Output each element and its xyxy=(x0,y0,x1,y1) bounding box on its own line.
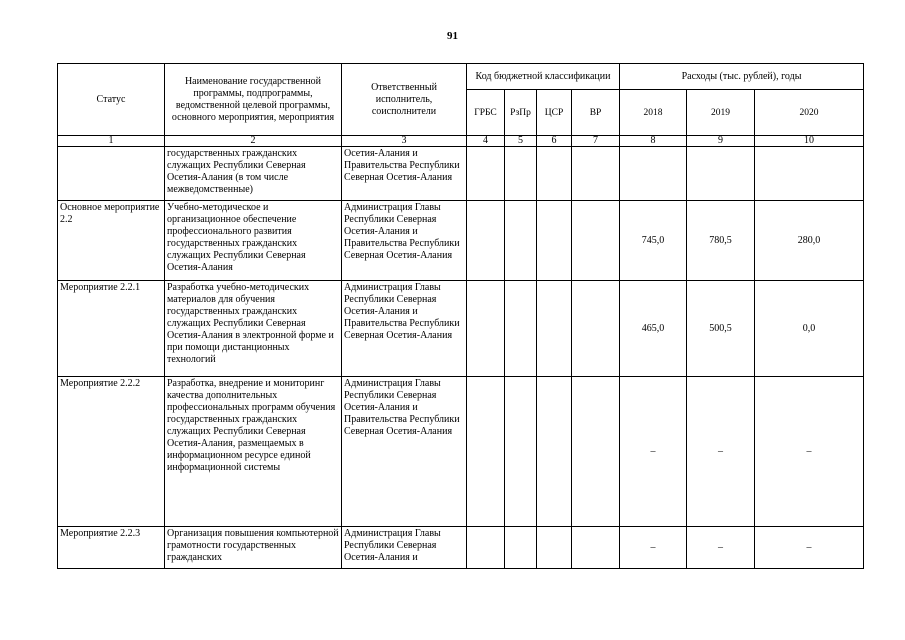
row-amount-2019: 500,5 xyxy=(687,281,755,377)
row-grbs xyxy=(467,201,505,281)
table-row xyxy=(58,147,864,201)
row-amount-2020 xyxy=(755,147,864,201)
header-expenses: Расходы (тыс. рублей), годы xyxy=(620,64,864,90)
row-rzpr xyxy=(505,147,537,201)
column-number: 4 xyxy=(467,136,505,147)
table-row xyxy=(58,377,864,527)
row-amount-2018 xyxy=(620,147,687,201)
row-amount-2020: – xyxy=(755,527,864,569)
row-name: Разработка учебно-методических материалов для обучения государственных гражданских служащих Республики Северная Осетия-Алания в электронной форме и при помощи дистанционных технологий xyxy=(165,281,342,377)
row-csr xyxy=(537,201,572,281)
column-number: 5 xyxy=(505,136,537,147)
row-rzpr xyxy=(505,527,537,569)
row-vr xyxy=(572,527,620,569)
row-amount-2020: 280,0 xyxy=(755,201,864,281)
row-status: Мероприятие 2.2.2 xyxy=(58,377,165,527)
page-number: 91 xyxy=(447,30,458,42)
column-number: 7 xyxy=(572,136,620,147)
row-csr xyxy=(537,377,572,527)
header-budget-code: Код бюджетной классификации xyxy=(467,64,620,90)
column-number: 8 xyxy=(620,136,687,147)
column-number: 9 xyxy=(687,136,755,147)
row-name: Учебно-методическое и организационное обеспечение профессионального развития государственных гражданских служащих Республики Северная Осетия-Алания xyxy=(165,201,342,281)
row-amount-2019: 780,5 xyxy=(687,201,755,281)
row-amount-2020: – xyxy=(755,377,864,527)
row-rzpr xyxy=(505,281,537,377)
row-status: Мероприятие 2.2.1 xyxy=(58,281,165,377)
row-status: Мероприятие 2.2.3 xyxy=(58,527,165,569)
row-amount-2018: – xyxy=(620,377,687,527)
row-executor: Администрация Главы Республики Северная Осетия-Алания и Правительства Республики Северная Осетия-Алания xyxy=(342,281,467,377)
row-amount-2020: 0,0 xyxy=(755,281,864,377)
header-csr: ЦСР xyxy=(537,90,572,136)
column-number-row xyxy=(58,136,864,147)
column-number: 2 xyxy=(165,136,342,147)
row-csr xyxy=(537,527,572,569)
row-amount-2019: – xyxy=(687,377,755,527)
table-row xyxy=(58,281,864,377)
row-csr xyxy=(537,147,572,201)
table-row xyxy=(58,527,864,569)
row-vr xyxy=(572,201,620,281)
row-csr xyxy=(537,281,572,377)
row-vr xyxy=(572,281,620,377)
header-vr: ВР xyxy=(572,90,620,136)
row-grbs xyxy=(467,527,505,569)
row-grbs xyxy=(467,281,505,377)
table-row xyxy=(58,201,864,281)
row-name: Разработка, внедрение и мониторинг качества дополнительных профессиональных программ обучения государственных гражданских служащих Республики Северная Осетия-Алания, размещаемых в информационном ресурсе единой информационной системы xyxy=(165,377,342,527)
row-grbs xyxy=(467,147,505,201)
row-grbs xyxy=(467,377,505,527)
row-rzpr xyxy=(505,377,537,527)
row-status: Основное мероприятие 2.2 xyxy=(58,201,165,281)
header-rzpr: РзПр xyxy=(505,90,537,136)
header-year-2020: 2020 xyxy=(755,90,864,136)
row-rzpr xyxy=(505,201,537,281)
header-status: Статус xyxy=(58,64,165,136)
row-executor: Администрация Главы Республики Северная Осетия-Алания и Правительства Республики Северная Осетия-Алания xyxy=(342,377,467,527)
header-grbs: ГРБС xyxy=(467,90,505,136)
row-amount-2019: – xyxy=(687,527,755,569)
row-name: государственных гражданских служащих Республики Северная Осетия-Алания (в том числе межведомственные) xyxy=(165,147,342,201)
row-name: Организация повышения компьютерной грамотности государственных гражданских xyxy=(165,527,342,569)
column-number: 3 xyxy=(342,136,467,147)
row-executor: Администрация Главы Республики Северная Осетия-Алания и xyxy=(342,527,467,569)
row-status xyxy=(58,147,165,201)
row-executor: Администрация Главы Республики Северная Осетия-Алания и Правительства Республики Северная Осетия-Алания xyxy=(342,201,467,281)
header-year-2019: 2019 xyxy=(687,90,755,136)
header-year-2018: 2018 xyxy=(620,90,687,136)
budget-table xyxy=(57,63,864,569)
column-number: 10 xyxy=(755,136,864,147)
header-executor: Ответственный исполнитель, соисполнители xyxy=(342,64,467,136)
row-amount-2019 xyxy=(687,147,755,201)
header-name: Наименование государственной программы, подпрограммы, ведомственной целевой программы, основного мероприятия, мероприятия xyxy=(165,64,342,136)
row-vr xyxy=(572,147,620,201)
row-amount-2018: – xyxy=(620,527,687,569)
column-number: 6 xyxy=(537,136,572,147)
row-amount-2018: 745,0 xyxy=(620,201,687,281)
row-executor: Осетия-Алания и Правительства Республики Северная Осетия-Алания xyxy=(342,147,467,201)
row-vr xyxy=(572,377,620,527)
column-number: 1 xyxy=(58,136,165,147)
row-amount-2018: 465,0 xyxy=(620,281,687,377)
